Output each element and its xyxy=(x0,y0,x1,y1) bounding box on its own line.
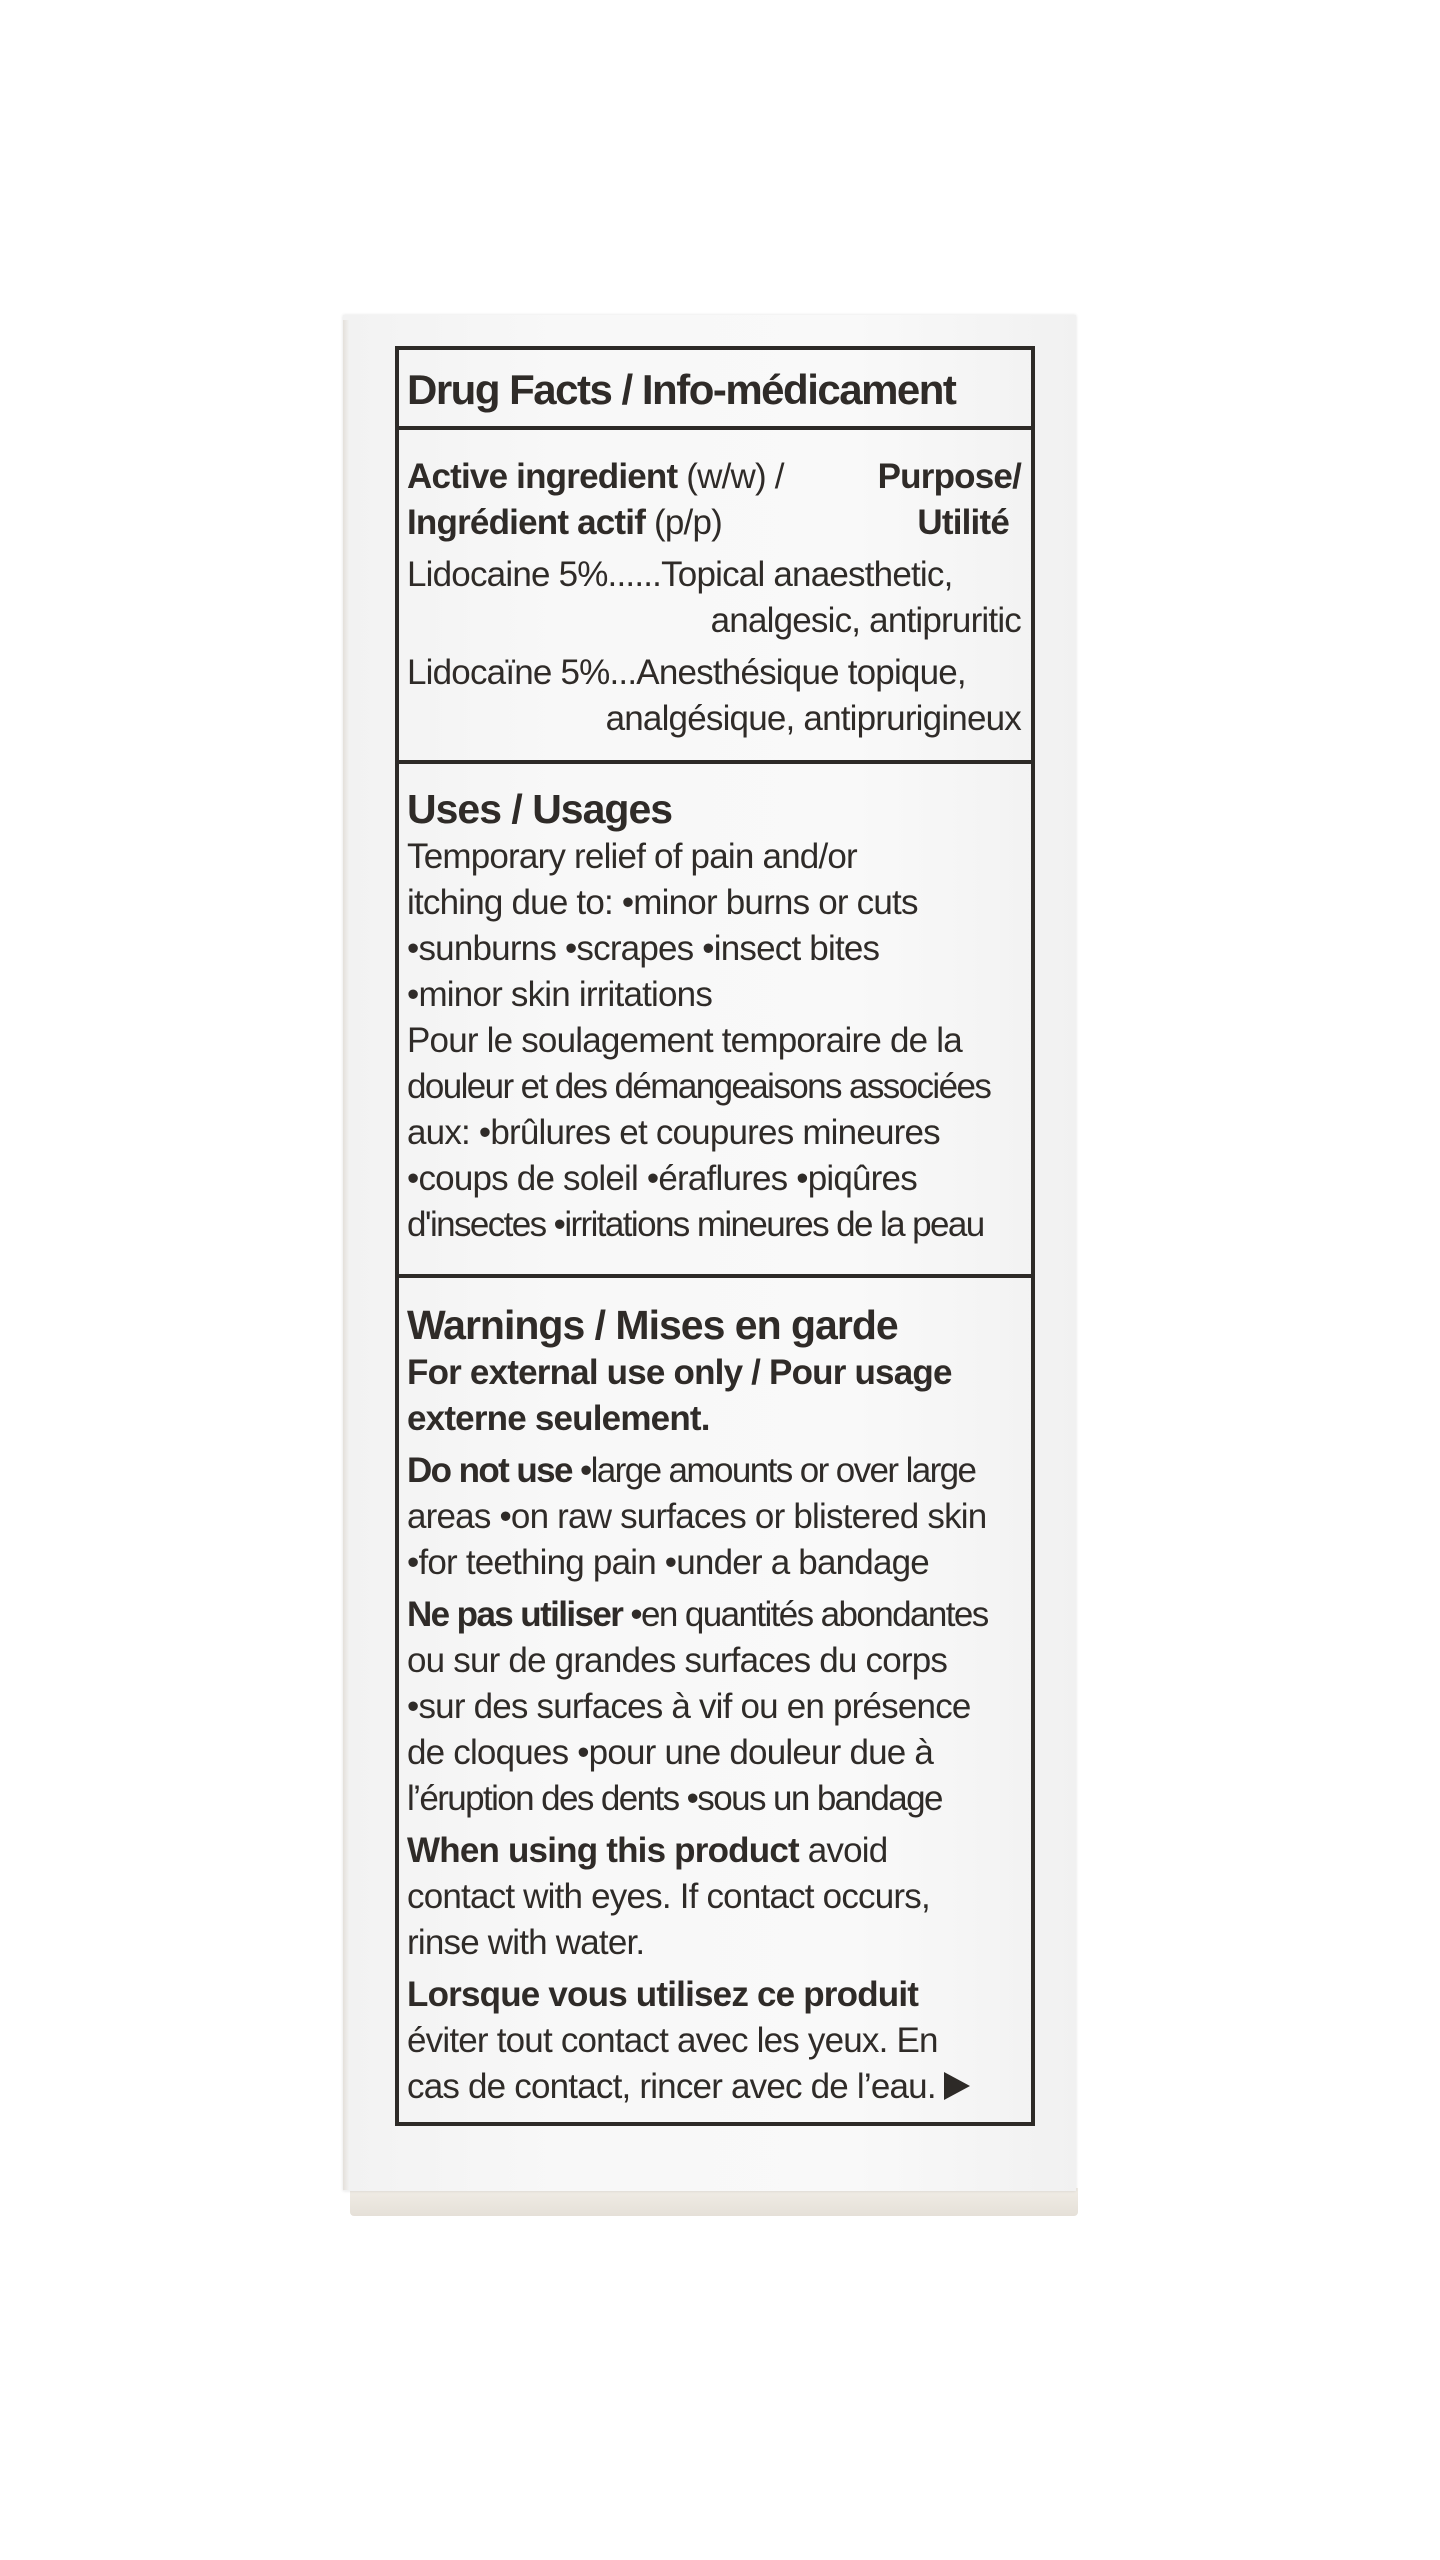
external-use-line: For external use only / Pour usage xyxy=(407,1353,952,1392)
do-not-use-label: Do not use xyxy=(407,1451,572,1490)
purpose-label: Purpose/ xyxy=(877,457,1021,496)
active-ingredient-section xyxy=(399,430,1031,764)
purpose-line-fr: analgésique, antiprurigineux xyxy=(605,699,1021,738)
warnings-section xyxy=(399,1278,1031,2122)
uses-line: Temporary relief of pain and/or xyxy=(407,837,857,876)
active-unit-en: (w/w) / xyxy=(686,457,784,496)
ne-pas-utiliser-line: l’éruption des dents •sous un bandage xyxy=(407,1779,942,1818)
do-not-use-line: Do not use •large amounts or over large xyxy=(407,1451,976,1490)
ingredient-line-fr: Lidocaïne 5%...Anesthésique topique, xyxy=(407,653,966,692)
uses-heading: Uses / Usages xyxy=(407,786,673,832)
ne-pas-utiliser-line: Ne pas utiliser •en quantités abondantes xyxy=(407,1595,988,1634)
active-header-en xyxy=(407,454,1021,500)
uses-line: itching due to: •minor burns or cuts xyxy=(407,883,918,922)
when-using-line: contact with eyes. If contact occurs, xyxy=(407,1877,930,1916)
lorsque-line: cas de contact, rincer avec de l’eau. xyxy=(407,2064,1021,2110)
active-header-fr xyxy=(407,500,1021,546)
lorsque-line: éviter tout contact avec les yeux. En xyxy=(407,2021,938,2060)
lorsque-label: Lorsque vous utilisez ce produit xyxy=(407,1975,919,2014)
ingredient-line-en: Lidocaine 5%......Topical anaesthetic, xyxy=(407,555,953,594)
uses-line: •coups de soleil •éraflures •piqûres xyxy=(407,1159,917,1198)
uses-line: douleur et des démangeaisons associées xyxy=(407,1067,991,1106)
package-bottom-edge xyxy=(350,2188,1078,2216)
drug-facts-header xyxy=(399,350,1031,430)
purpose-line-en: analgesic, antipruritic xyxy=(710,601,1021,640)
ne-pas-utiliser-line: •sur des surfaces à vif ou en présence xyxy=(407,1687,971,1726)
when-using-line: rinse with water. xyxy=(407,1923,645,1962)
package-side-edge xyxy=(343,320,349,2190)
do-not-use-line: areas •on raw surfaces or blistered skin xyxy=(407,1497,987,1536)
ingredient-actif-label: Ingrédient actif xyxy=(407,503,646,542)
when-using-label: When using this product xyxy=(407,1831,799,1870)
utilite-label: Utilité xyxy=(917,503,1009,542)
do-not-use-line: •for teething pain •under a bandage xyxy=(407,1543,929,1582)
uses-line: •sunburns •scrapes •insect bites xyxy=(407,929,880,968)
ne-pas-utiliser-line: ou sur de grandes surfaces du corps xyxy=(407,1641,948,1680)
play-triangle-icon xyxy=(944,2072,970,2100)
ne-pas-utiliser-line: de cloques •pour une douleur due à xyxy=(407,1733,934,1772)
uses-section xyxy=(399,764,1031,1278)
warnings-heading: Warnings / Mises en garde xyxy=(407,1302,898,1348)
ne-pas-utiliser-label: Ne pas utiliser xyxy=(407,1595,623,1634)
external-use-line: externe seulement. xyxy=(407,1399,710,1438)
panel-title: Drug Facts / Info-médicament xyxy=(407,366,956,413)
uses-line: aux: •brûlures et coupures mineures xyxy=(407,1113,940,1152)
uses-line: d'insectes •irritations mineures de la peau xyxy=(407,1205,984,1244)
uses-line: •minor skin irritations xyxy=(407,975,713,1014)
when-using-line: When using this product avoid xyxy=(407,1831,888,1870)
active-ingredient-label: Active ingredient xyxy=(407,457,678,496)
uses-line: Pour le soulagement temporaire de la xyxy=(407,1021,962,1060)
active-unit-fr: (p/p) xyxy=(654,503,722,542)
drug-facts-panel xyxy=(395,346,1035,2126)
